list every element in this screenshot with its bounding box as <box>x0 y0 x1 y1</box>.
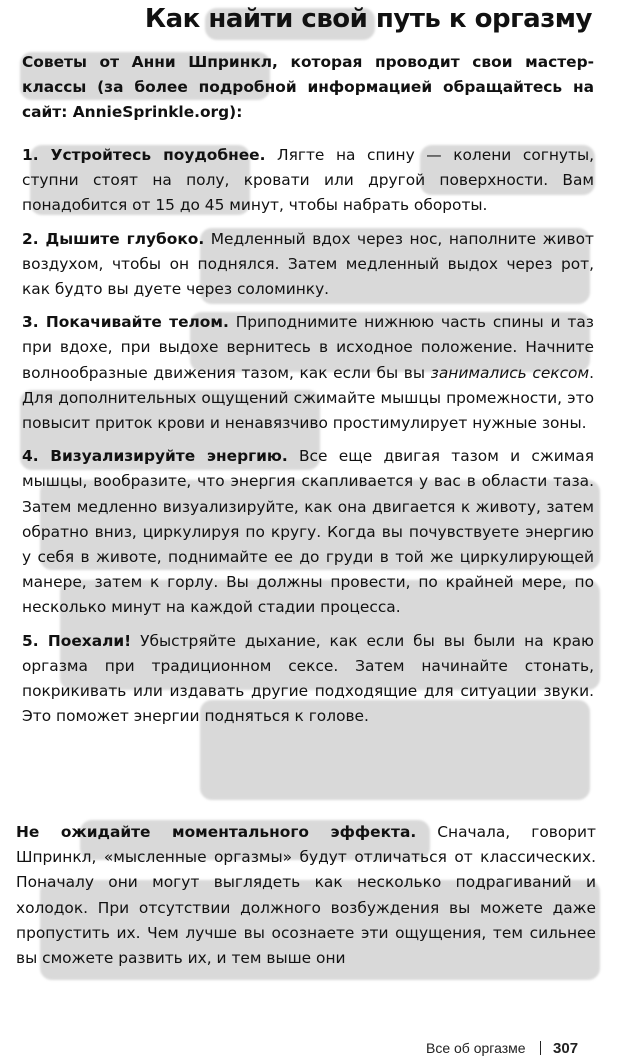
intro-paragraph: Советы от Анни Шпринкл, которая проводит свои мастер-классы (за более подробной информацией обращайтесь на сайт: AnnieSprinkle.org): <box>22 53 594 122</box>
step-body: Все еще двигая тазом и сжимая мышцы, вообразите, что энергия скапливается у вас в области таза. Затем медленно визуализируйте, как она двигается к животу, затем обратно вниз, циркулируя по кругу. Когда вы почувствуете энергию у себя в животе, поднимайте ее до груди в той же циркулирующей манере, затем к горлу. Вы должны провести, по крайней мере, по несколько минут на каждой стадии процесса. <box>22 447 595 617</box>
closing-paragraph <box>16 820 596 971</box>
step-heading: 4. Визуализируйте энергию. <box>22 447 288 466</box>
closing-body: Сначала, говорит Шпринкл, «мысленные оргазмы» будут отличаться от классических. Поначалу они могут выглядеть как несколько подрагиваний и холодок. При отсутствии должного возбуждения вы можете даже пропустить их. Чем лучше вы осознаете эти ощущения, тем сильнее вы сможете развить их, и тем выше они <box>16 823 596 968</box>
step-item <box>22 310 594 436</box>
page-number: 307 <box>553 1040 579 1057</box>
step-heading: 3. Покачивайте телом. <box>22 313 229 332</box>
page-title: Как найти свой путь к оргазму <box>144 4 592 34</box>
page-footer <box>426 1040 578 1057</box>
footer-divider <box>540 1041 542 1055</box>
step-heading: 5. Поехали! <box>22 631 132 650</box>
step-item <box>22 143 594 219</box>
step-heading: 2. Дышите глубоко. <box>22 229 205 248</box>
step-body-emphasis: занимались сексом <box>430 363 590 382</box>
closing-heading: Не ожидайте моментального эффекта. <box>16 823 417 841</box>
step-body: Медленный вдох через нос, наполните живот воздухом, чтобы он поднялся. Затем медленный выдох через рот, как будто вы дуете через соломинку. <box>22 229 594 299</box>
step-heading: 1. Устройтесь поудобнее. <box>22 146 266 164</box>
step-item <box>22 444 594 620</box>
step-body: Лягте на спину — колени согнуты, ступни стоят на полу, кровати или другой поверхности. Вам понадобится от 15 до 45 минут, чтобы набрать обороты. <box>22 146 595 215</box>
step-item <box>22 629 594 730</box>
steps-list <box>22 143 594 737</box>
step-body: Убыстряйте дыхание, как если бы вы были на краю оргазма при традиционном сексе. Затем начинайте стонать, покрикивать или издавать другие подходящие для ситуации звуки. Это поможет энергии подняться к голове. <box>22 631 594 726</box>
step-item <box>22 227 594 303</box>
step-body: Приподнимите нижнюю часть спины и таз при вдохе, при выдохе вернитесь в исходное положение. Начните волнообразные движения тазом, как если бы вы <box>22 313 594 382</box>
book-title: Все об оргазме <box>426 1040 526 1056</box>
step-body: . Для дополнительных ощущений сжимайте мышцы промежности, это повысит приток крови и ненавязчиво простимулирует нужные зоны. <box>22 363 594 433</box>
